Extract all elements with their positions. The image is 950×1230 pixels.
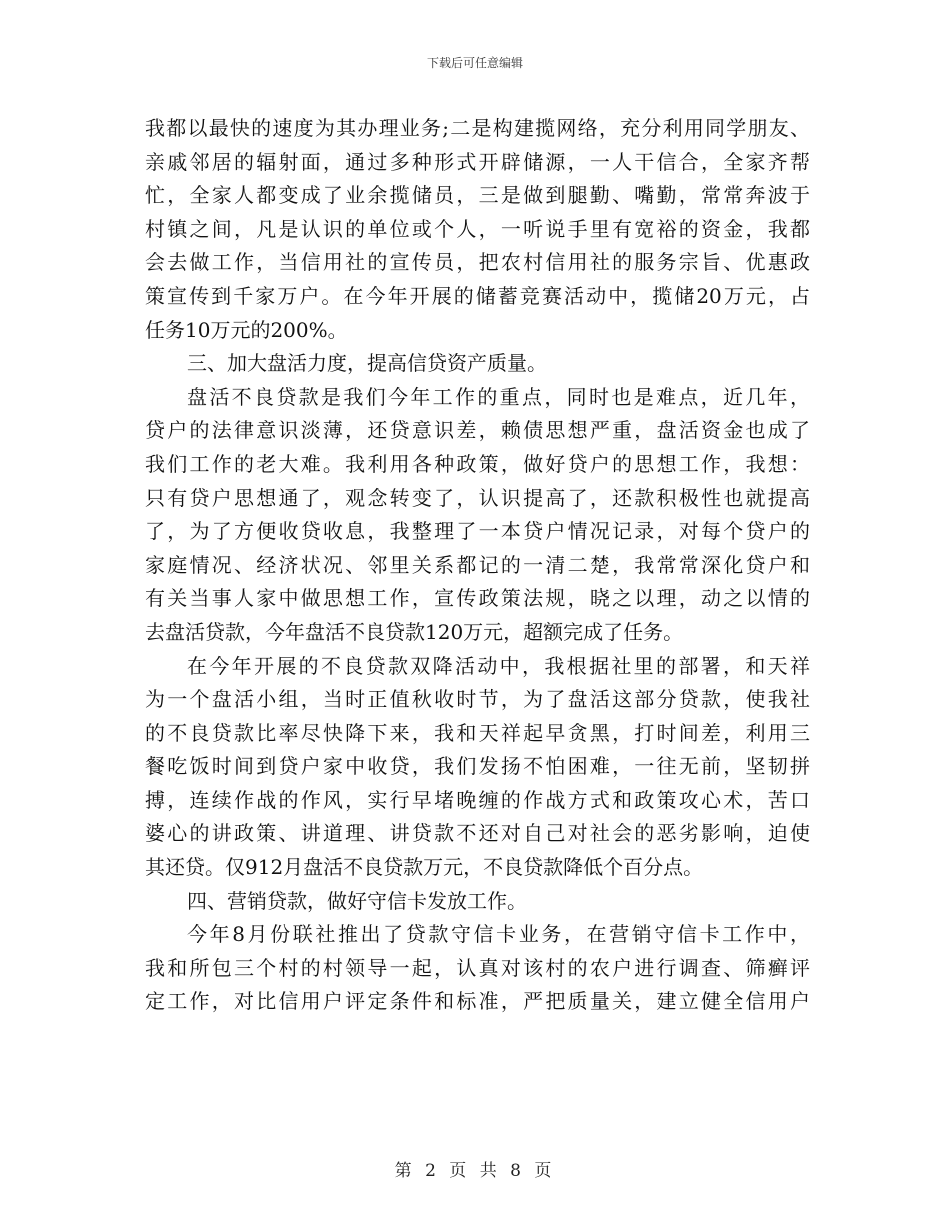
paragraph-start-line: 在今年开展的不良贷款双降活动中，我根据社里的部署，和天祥	[187, 653, 810, 678]
text-line: 了，为了方便收贷收息，我整理了一本贷户情况记录，对每个贷户的	[145, 519, 810, 544]
text-line: 有关当事人家中做思想工作，宣传政策法规，晓之以理，动之以情的	[145, 586, 810, 611]
text-line: 其还贷。仅912月盘活不良贷款万元，不良贷款降低个百分点。	[145, 855, 704, 880]
page-footer: 第 2 页 共 8 页	[394, 1161, 556, 1181]
text-line: 我和所包三个村的村领导一起，认真对该村的农户进行调查、筛癣评	[145, 955, 810, 980]
text-line: 亲戚邻居的辐射面，通过多种形式开辟储源，一人干信合，全家齐帮	[145, 149, 810, 174]
text-line: 村镇之间，凡是认识的单位或个人，一听说手里有宽裕的资金，我都	[145, 216, 810, 241]
text-line: 贷户的法律意识淡薄，还贷意识差，赖债思想严重，盘活资金也成了	[145, 418, 810, 443]
document-body	[145, 112, 810, 1019]
text-line: 家庭情况、经济状况、邻里关系都记的一清二楚，我常常深化贷户和	[145, 552, 810, 577]
text-line: 我们工作的老大难。我利用各种政策，做好贷户的思想工作，我想：	[145, 451, 810, 476]
page-header: 下载后可任意编辑	[426, 56, 523, 70]
text-line: 任务10万元的200%。	[145, 317, 348, 342]
text-line: 为一个盘活小组，当时正值秋收时节，为了盘活这部分贷款，使我社	[145, 687, 810, 712]
paragraph-start-line: 今年8月份联社推出了贷款守信卡业务，在营销守信卡工作中，	[187, 922, 810, 947]
text-line: 定工作，对比信用户评定条件和标准，严把质量关，建立健全信用户	[145, 989, 810, 1014]
text-line: 策宣传到千家万户。在今年开展的储蓄竞赛活动中，揽储20万元，占	[145, 283, 810, 308]
text-line: 我都以最快的速度为其办理业务;二是构建揽网络，充分利用同学朋友、	[145, 116, 810, 140]
section-heading: 四、营销贷款，做好守信卡发放工作。	[187, 888, 527, 913]
text-line: 婆心的讲政策、讲道理、讲贷款不还对自己对社会的恶劣影响，迫使	[145, 821, 810, 846]
text-line: 只有贷户思想通了，观念转变了，认识提高了，还款积极性也就提高	[145, 485, 810, 510]
text-line: 会去做工作，当信用社的宣传员，把农村信用社的服务宗旨、优惠政	[145, 250, 810, 275]
text-line: 忙，全家人都变成了业余揽储员，三是做到腿勤、嘴勤，常常奔波于	[145, 183, 810, 208]
text-line: 餐吃饭时间到贷户家中收贷，我们发扬不怕困难，一往无前，坚韧拼	[145, 754, 810, 779]
paragraph-start-line: 盘活不良贷款是我们今年工作的重点，同时也是难点，近几年，	[187, 384, 810, 409]
text-line: 搏，连续作战的作风，实行早堵晚缠的作战方式和政策攻心术，苦口	[145, 787, 810, 812]
text-line: 的不良贷款比率尽快降下来，我和天祥起早贪黑，打时间差，利用三	[145, 720, 810, 745]
text-line: 去盘活贷款，今年盘活不良贷款120万元，超额完成了任务。	[145, 619, 684, 644]
section-heading: 三、加大盘活力度，提高信贷资产质量。	[187, 351, 547, 376]
